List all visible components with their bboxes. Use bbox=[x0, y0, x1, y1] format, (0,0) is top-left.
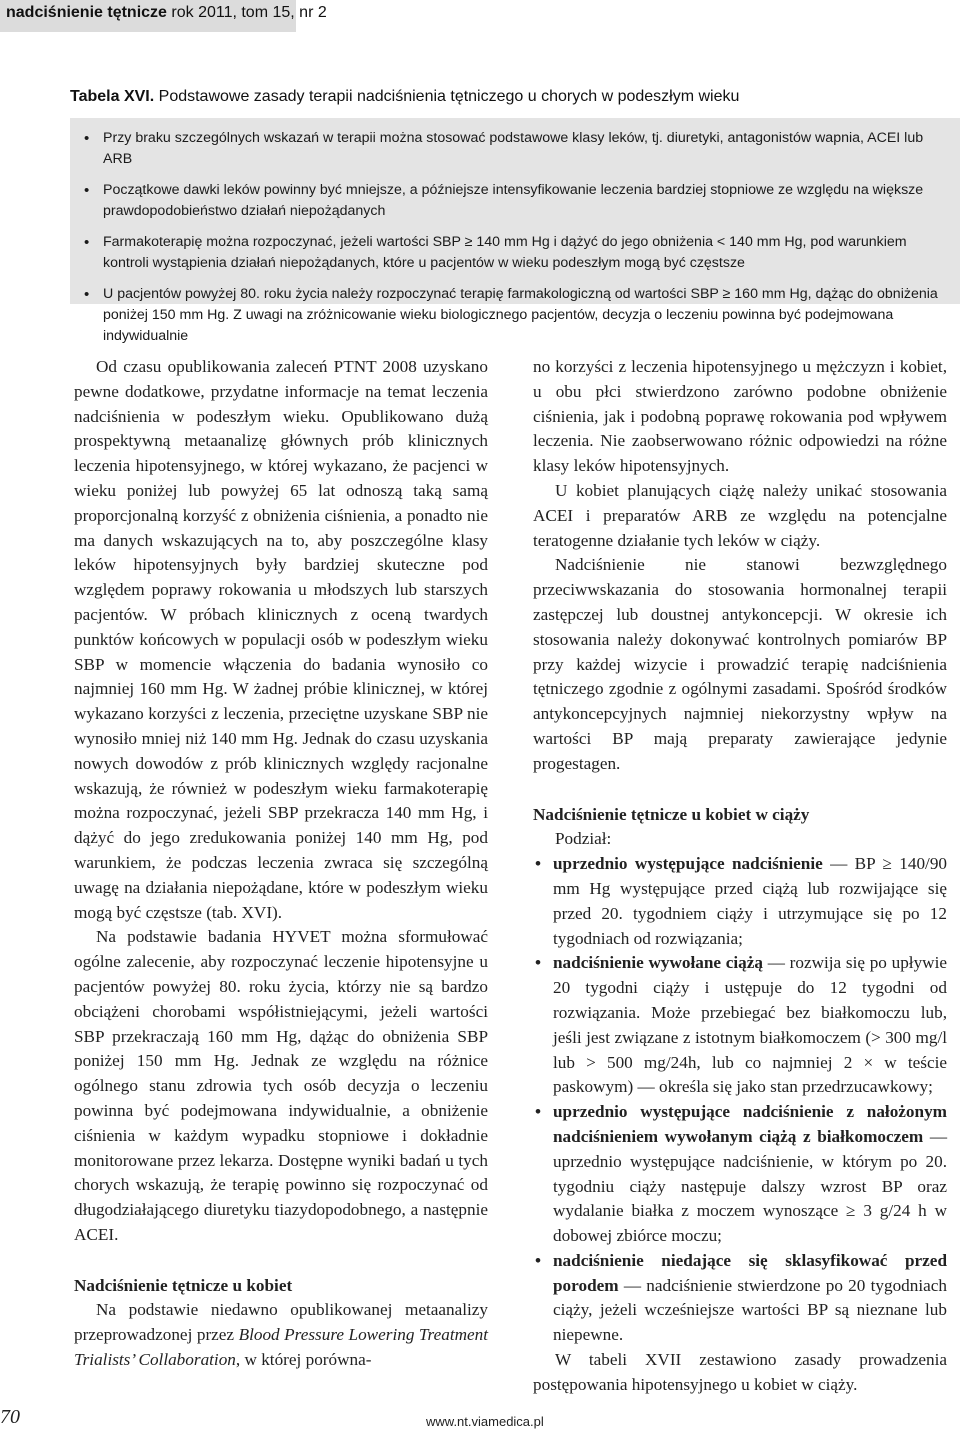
paragraph: W tabeli XVII zestawiono zasady prowadzenia postępowania hipotensyjnego u kobiet w ciąży. bbox=[533, 1350, 947, 1394]
term: uprzednio występujące nadciśnienie bbox=[553, 854, 823, 874]
list-item bbox=[533, 951, 947, 1100]
issue-info: rok 2011, tom 15, nr 2 bbox=[171, 4, 327, 21]
definition: — nadciśnienie stwierdzone po 20 tygodniach ciąży, jeżeli wcześniejsze wartości BP są nieznane lub niepewne. bbox=[553, 1275, 947, 1345]
table-item: • Przy braku szczególnych wskazań w terapii można stosować podstawowe klasy leków, tj. diuretyki, antagonistów wapnia, ACEI lub ARB bbox=[80, 128, 948, 170]
definition: — BP ≥ 140/90 mm Hg występujące przed ciążą lub rozwijające się przed 20. tygodniem ciąży i utrzymujące się po 12 tygodniach od rozwiązania; bbox=[553, 854, 948, 948]
journal-name: nadciśnienie tętnicze bbox=[6, 4, 167, 21]
paragraph: Od czasu opublikowania zaleceń PTNT 2008 uzyskano pewne dodatkowe, przydatne informacje na temat leczenia nadciśnienia w podeszłym wieku. Opublikowano dużą prospektywną metaanalizę głównych prób klinicznych leczenia hipotensyjnego, w której wykazano, że pacjenci w wieku poniżej lub powyżej 65 lat odnoszą taką samą proporcjonalną korzyść z obniżenia ciśnienia, a ponadto nie ma danych wskazujących na to, aby poszczególne klasy leków hipotensyjnych były bardziej skuteczne pod względem poprawy rokowania u młodszych lub starszych pacjentów. W próbach klinicznych z oceną twardych punktów końcowych w populacji osób w podeszłym wieku SBP w momencie włączenia do badania wynosiło co najmniej 160 mm Hg. W żadnej próbie klinicznej, w której wykazano korzyści z leczenia, przeciętne uzyskane SBP nie wynosiło mniej niż 140 mm Hg. Jednak do czasu uzyskania nowych dowodów z prób klinicznych względy racjonalne wskazują, że również w podeszłym wieku farmakoterapię można rozpoczynać, jeżeli SBP przekracza 140 mm Hg, i dążyć do jego zredukowania poniżej 140 mm Hg, pod warunkiem, że podczas leczenia zwraca się szczególną uwagę na działania niepożądane, które w podeszłym wieku mogą być częstsze (tab. XVI). bbox=[74, 357, 488, 922]
section-heading: Nadciśnienie tętnicze u kobiet bbox=[74, 1275, 293, 1295]
term: nadciśnienie niedające się sklasyfikować przed porodem bbox=[553, 1250, 947, 1295]
spacer bbox=[74, 1248, 488, 1274]
table-list bbox=[70, 118, 960, 347]
paragraph-text: , w której porówna- bbox=[235, 1350, 372, 1370]
collaboration-name: Blood Pressure Lowering Treatment Trialists’ Collaboration bbox=[74, 1325, 488, 1370]
classification-list bbox=[533, 852, 947, 1348]
left-column bbox=[74, 355, 488, 1373]
right-column bbox=[533, 355, 947, 1398]
spacer bbox=[533, 777, 947, 803]
table-box bbox=[70, 118, 960, 344]
list-item bbox=[533, 1249, 947, 1348]
definition: — rozwija się po upływie 20 tygodni ciąży i ustępuje do 12 tygodni od rozwiązania. Może przebiegać bez białkomoczu lub, jeśli jest związane z istotnym białkomoczem (> 300 mg/l lub > 500 mg/24h, lub co najmniej 2 × w teście paskowym) — określa się jako stan przedrzucawkowy; bbox=[553, 953, 947, 1097]
table-title: Podstawowe zasady terapii nadciśnienia tętniczego u chorych w podeszłym wieku bbox=[158, 88, 740, 105]
paragraph: U kobiet planujących ciążę należy unikać stosowania ACEI i preparatów ARB ze względu na potencjalne teratogenne działanie tych leków w ciąży. bbox=[533, 480, 947, 550]
page-number: 70 bbox=[0, 1406, 20, 1428]
paragraph bbox=[74, 1298, 488, 1372]
table-item: • U pacjentów powyżej 80. roku życia należy rozpoczynać terapię farmakologiczną od wartości SBP ≥ 160 mm Hg, dążąc do obniżenia poniżej 150 mm Hg. Z uwagi na zróżnicowanie wieku biologicznego pacjentów, decyzja o leczeniu powinna być podejmowana indywidualnie bbox=[80, 284, 948, 347]
list-item bbox=[533, 852, 947, 951]
table-label: Tabela XVI. bbox=[70, 88, 155, 105]
footer-url[interactable]: www.nt.viamedica.pl bbox=[426, 1414, 544, 1429]
paragraph: no korzyści z leczenia hipotensyjnego u mężczyzn i kobiet, u obu płci stwierdzono zarówno podobne obniżenie ciśnienia, jak i podobną poprawę rokowania pod wpływem leczenia. Nie zaobserwowano różnic odpowiedzi na różne klasy leków hipotensyjnych. bbox=[533, 357, 947, 476]
table-item: • Farmakoterapię można rozpoczynać, jeżeli wartości SBP ≥ 140 mm Hg i dążyć do jego obniżenia < 140 mm Hg, pod warunkiem kontroli wystąpienia działań niepożądanych, które u pacjentów w wieku podeszłym mogą być częstsze bbox=[80, 232, 948, 274]
running-header bbox=[0, 0, 327, 32]
list-item bbox=[533, 1100, 947, 1249]
paragraph: Nadciśnienie nie stanowi bezwzględnego przeciwwskazania do stosowania hormonalnej terapii zastępczej lub doustnej antykoncepcji. W okresie ich stosowania należy dokonywać kontrolnych pomiarów BP przy każdej wizycie i prowadzić terapię nadciśnienia tętniczego zgodnie z ogólnymi zasadami. Spośród środków antykoncepcyjnych najmniej niekorzystny wpływ na wartości BP mają preparaty zawierające jedynie progestagen. bbox=[533, 555, 947, 773]
table-item: • Początkowe dawki leków powinny być mniejsze, a późniejsze intensyfikowanie leczenia bardziej stopniowe ze względu na większe prawdopodobieństwo działań niepożądanych bbox=[80, 180, 948, 222]
section-heading: Nadciśnienie tętnicze u kobiet w ciąży bbox=[533, 804, 810, 824]
running-header-text bbox=[6, 4, 327, 22]
term: uprzednio występujące nadciśnienie z nałożonym nadciśnieniem wywołanym ciążą z białkomoczem bbox=[553, 1102, 947, 1146]
subheading: Podział: bbox=[555, 829, 612, 849]
paragraph-text: Na podstawie niedawno opublikowanej metaanalizy przeprowadzonej przez bbox=[74, 1300, 488, 1345]
term: nadciśnienie wywołane ciążą bbox=[553, 953, 763, 973]
paragraph: Na podstawie badania HYVET można sformułować ogólne zalecenie, aby rozpoczynać leczenie hipotensyjne u pacjentów powyżej 80. roku życia, którzy nie są bardzo obciążeni chorobami współistniejącymi, jeżeli wartości SBP przekraczają 160 mm Hg, dążąc do obniżenia SBP poniżej 150 mm Hg. Jednak ze względu na różnice ogólnego stanu zdrowia tych osób decyzja o leczeniu powinna być podejmowana indywidualnie, a obniżenie ciśnienia w każdym wypadku stopniowe i dokładnie monitorowane przez lekarza. Dostępne wyniki badań u tych chorych wskazują, że terapię powinno się rozpoczynać od długodziałającego diuretyku tiazydopodobnego, a następnie ACEI. bbox=[74, 927, 488, 1244]
definition: — uprzednio występujące nadciśnienie, w którym po 20. tygodniu ciąży następuje dalszy wzrost BP oraz wydalanie białka z moczem wynoszące ≥ 3 g/24 h w dobowej zbiórce moczu; bbox=[553, 1126, 948, 1246]
table-caption bbox=[70, 88, 739, 106]
